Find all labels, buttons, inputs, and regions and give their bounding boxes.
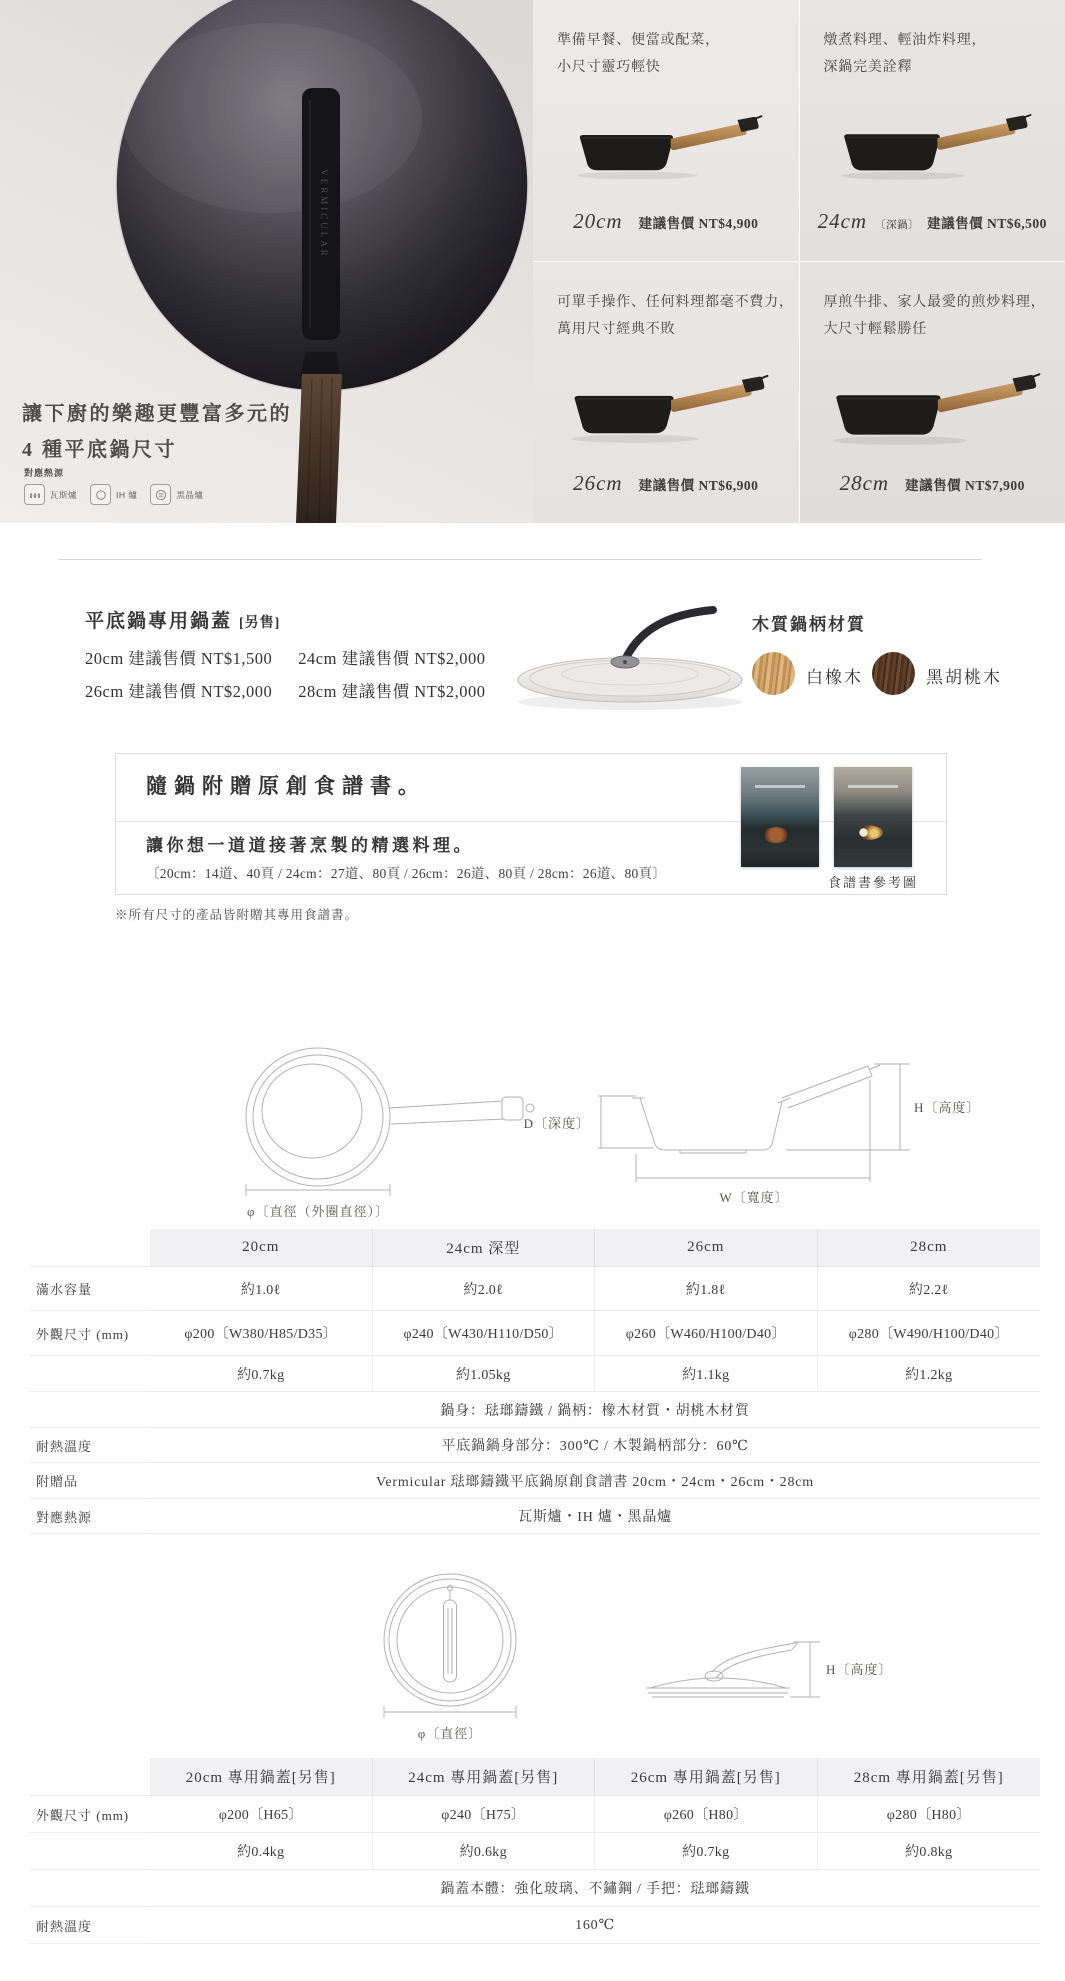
spec-value: φ200〔W380/H85/D35〕	[150, 1311, 373, 1356]
heat-source-label: IH 爐	[116, 489, 138, 500]
heat-source-title: 對應熱源	[24, 468, 65, 478]
spec-merged-value: 鍋身：琺瑯鑄鐵 / 鍋柄：橡木材質・胡桃木材質	[150, 1392, 1040, 1428]
product-card-24cm	[800, 0, 1065, 261]
spec-label	[30, 1758, 150, 1796]
diagram-depth-label: D〔深度〕	[523, 1116, 590, 1131]
lid-price: 28cm 建議售價 NT$2,000	[298, 682, 486, 701]
spec-value: φ200〔H65〕	[150, 1796, 373, 1833]
description-line: 深鍋完美詮釋	[823, 60, 913, 76]
recipe-box-subtitle: 讓你想一道道接著烹製的精選料理。	[146, 836, 474, 855]
spec-value: 約0.6kg	[373, 1833, 596, 1870]
heat-source-gas	[24, 484, 77, 505]
heat-source-label: 黑晶爐	[176, 489, 204, 500]
pan-26cm-image	[562, 367, 769, 447]
section-divider	[58, 559, 982, 560]
price-label: 建議售價 NT$6,500	[927, 216, 1047, 231]
spec-label: 對應熱源	[30, 1499, 150, 1534]
spec-value: φ260〔H80〕	[595, 1796, 818, 1833]
heat-source-row	[24, 484, 203, 505]
product-price	[818, 209, 1047, 234]
diagram-diameter-label: φ〔直徑（外圈直徑）〕	[246, 1204, 390, 1219]
hero-headline-line1: 讓下廚的樂趣更豐富多元的	[22, 403, 292, 425]
recipe-box-details: 〔20cm：14道、40頁 / 24cm：27道、80頁 / 26cm：26道、80頁 / 28cm：26道、80頁〕	[146, 866, 667, 881]
size-note: 〔深鍋〕	[875, 220, 920, 231]
size-label: 26cm	[573, 471, 623, 495]
ih-stove-icon	[90, 484, 111, 505]
size-label: 28cm	[839, 471, 890, 495]
spec-value: 約1.1kg	[595, 1356, 818, 1392]
pan-spec-table	[30, 1229, 1040, 1534]
recipe-footnote: ※所有尺寸的產品皆附贈其專用食譜書。	[115, 908, 359, 922]
pan-24cm-image	[832, 104, 1032, 186]
column-header: 24cm 深型	[373, 1229, 596, 1267]
spec-value: 約0.4kg	[150, 1833, 373, 1870]
recipe-box-title: 隨鍋附贈原創食譜書。	[146, 774, 426, 798]
pan-dimension-diagram	[140, 1040, 1020, 1232]
recipe-book-cover-1	[741, 767, 819, 867]
lid-price: 24cm 建議售價 NT$2,000	[298, 649, 486, 668]
spec-label: 外觀尺寸 (mm)	[30, 1311, 150, 1356]
spec-label: 耐熱溫度	[30, 1907, 150, 1944]
heat-source-label: 瓦斯爐	[50, 489, 78, 500]
spec-label	[30, 1229, 150, 1267]
description-line: 萬用尺寸經典不敗	[557, 322, 676, 338]
product-description	[800, 262, 1046, 344]
lid-price-row	[85, 678, 486, 702]
radiant-stove-icon	[150, 484, 171, 505]
product-card-20cm	[533, 0, 799, 261]
column-header: 24cm 專用鍋蓋[另售]	[373, 1758, 596, 1796]
description-line: 可單手操作、任何料理都毫不費力，	[557, 295, 794, 310]
product-description	[800, 0, 987, 82]
product-price	[840, 471, 1025, 496]
column-header: 28cm 專用鍋蓋[另售]	[818, 1758, 1041, 1796]
description-line: 厚煎牛排、家人最愛的煎炒料理，	[823, 295, 1046, 310]
spec-merged-value: 鍋蓋本體：強化玻璃、不鏽鋼 / 手把：琺瑯鑄鐵	[150, 1870, 1040, 1907]
product-price	[573, 471, 758, 496]
lid-title-note: [另售]	[239, 616, 281, 631]
diagram-height-label: H〔高度〕	[914, 1100, 981, 1115]
size-label: 24cm	[817, 209, 868, 233]
product-price	[573, 209, 758, 234]
spec-label: 耐熱溫度	[30, 1428, 150, 1463]
lid-photo-image	[505, 598, 765, 718]
spec-value: φ260〔W460/H100/D40〕	[595, 1311, 818, 1356]
spec-label	[30, 1356, 150, 1392]
spec-merged-value: 平底鍋鍋身部分：300℃ / 木製鍋柄部分：60℃	[150, 1428, 1040, 1463]
spec-label	[30, 1833, 150, 1870]
column-header: 20cm	[150, 1229, 373, 1267]
description-line: 燉煮料理、輕油炸料理，	[823, 33, 987, 48]
column-header: 26cm	[595, 1229, 818, 1267]
oak-swatch	[752, 652, 795, 695]
recipe-book-cover-2	[834, 767, 912, 867]
description-line: 準備早餐、便當或配菜，	[557, 33, 720, 48]
column-header: 20cm 專用鍋蓋[另售]	[150, 1758, 373, 1796]
size-label: 20cm	[573, 209, 623, 233]
spec-value: φ240〔H75〕	[373, 1796, 596, 1833]
oak-label: 白橡木	[806, 668, 863, 687]
product-card-28cm	[800, 262, 1065, 523]
recipe-book-caption: 食譜書參考圖	[827, 875, 918, 890]
spec-merged-value: 瓦斯爐・IH 爐・黑晶爐	[150, 1499, 1040, 1534]
lid-price: 20cm 建議售價 NT$1,500	[85, 649, 273, 668]
lid-diagram-diameter-label: φ〔直徑〕	[417, 1726, 483, 1741]
spec-label	[30, 1870, 150, 1907]
pan-28cm-image	[823, 365, 1041, 449]
spec-label	[30, 1392, 150, 1428]
lid-dimension-diagram	[250, 1560, 950, 1748]
lid-pricing-title	[85, 606, 280, 633]
hero-brand-text: VERMICULAR	[319, 169, 329, 259]
walnut-label: 黑胡桃木	[926, 668, 1002, 687]
spec-merged-value: Vermicular 琺瑯鑄鐵平底鍋原創食譜書 20cm・24cm・26cm・28cm	[150, 1463, 1040, 1499]
spec-value: 約0.7kg	[595, 1833, 818, 1870]
heat-source-block	[24, 466, 203, 505]
spec-value: 約2.2ℓ	[818, 1267, 1041, 1311]
hero-headline	[22, 396, 292, 468]
spec-value: 約1.0ℓ	[150, 1267, 373, 1311]
description-line: 大尺寸輕鬆勝任	[823, 322, 928, 338]
handle-material-title: 木質鍋柄材質	[752, 615, 866, 634]
spec-value: 約1.8ℓ	[595, 1267, 818, 1311]
walnut-swatch	[872, 652, 915, 695]
product-card-26cm	[533, 262, 799, 523]
hero-pan-photo	[0, 0, 540, 523]
lid-title-text: 平底鍋專用鍋蓋	[85, 611, 233, 632]
lid-price-row	[85, 645, 486, 669]
product-description	[533, 262, 794, 344]
price-label: 建議售價 NT$7,900	[905, 478, 1025, 493]
column-header: 28cm	[818, 1229, 1041, 1267]
spec-value: 約1.2kg	[818, 1356, 1041, 1392]
spec-label: 滿水容量	[30, 1267, 150, 1311]
spec-value: 約0.7kg	[150, 1356, 373, 1392]
heat-source-ih	[90, 484, 137, 505]
product-card-grid	[533, 0, 1065, 523]
recipe-book-box	[115, 753, 947, 895]
spec-value: 約1.05kg	[373, 1356, 596, 1392]
spec-label: 附贈品	[30, 1463, 150, 1499]
pan-20cm-image	[568, 108, 763, 183]
gas-stove-icon	[24, 484, 45, 505]
price-label: 建議售價 NT$6,900	[638, 478, 759, 493]
heat-source-radiant	[150, 484, 203, 505]
spec-value: φ280〔W490/H100/D40〕	[818, 1311, 1041, 1356]
product-description	[533, 0, 720, 82]
spec-merged-value: 160℃	[150, 1907, 1040, 1944]
price-label: 建議售價 NT$4,900	[638, 216, 759, 231]
lid-diagram-height-label: H〔高度〕	[826, 1662, 893, 1677]
spec-value: φ280〔H80〕	[818, 1796, 1041, 1833]
diagram-width-label: W〔寬度〕	[719, 1190, 789, 1205]
lid-price: 26cm 建議售價 NT$2,000	[85, 682, 273, 701]
spec-value: 約2.0ℓ	[373, 1267, 596, 1311]
lid-spec-table	[30, 1758, 1040, 1944]
hero-headline-line2: 4 種平底鍋尺寸	[22, 439, 177, 461]
spec-value: 約0.8kg	[818, 1833, 1041, 1870]
column-header: 26cm 專用鍋蓋[另售]	[595, 1758, 818, 1796]
description-line: 小尺寸靈巧輕快	[557, 60, 661, 76]
spec-label: 外觀尺寸 (mm)	[30, 1796, 150, 1833]
recipe-box-divider	[116, 821, 946, 822]
spec-value: φ240〔W430/H110/D50〕	[373, 1311, 596, 1356]
